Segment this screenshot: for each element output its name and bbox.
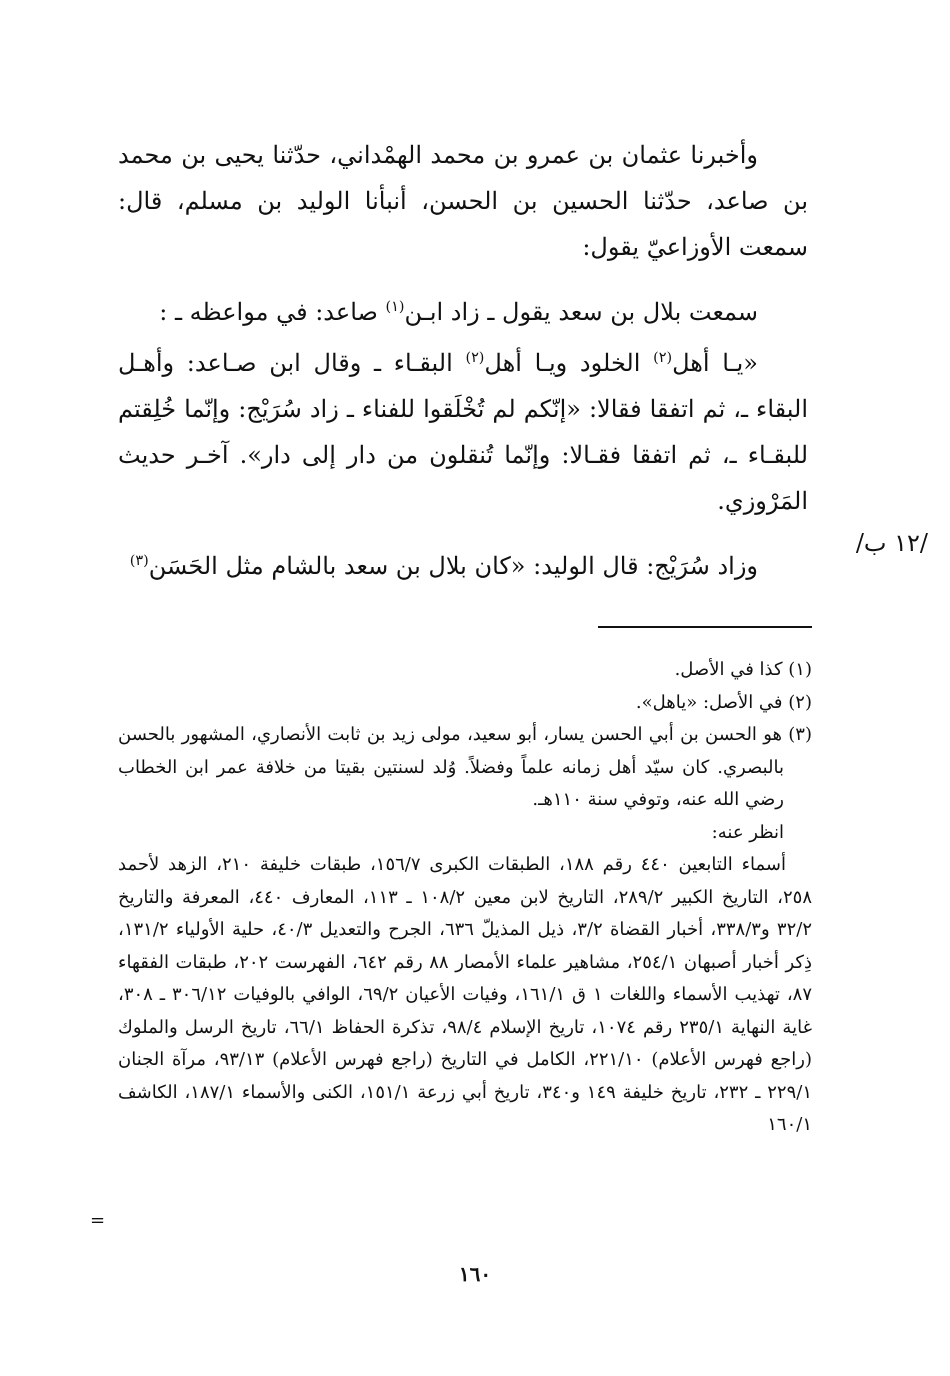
footnote-1: (١) كذا في الأصل. <box>674 659 812 680</box>
main-text <box>118 132 808 589</box>
paragraph-bilal: سمعت بلال بن سعد يقول ـ زاد ابـن$^{(١)}$ صاعد: في مواعظه ـ : <box>159 298 758 326</box>
manuscript-folio-marker: /١٢ ب/ <box>855 529 928 557</box>
paragraph-isnad: وأخبرنا عثمان بن عمرو بن محمد الهمْداني، حدّثنا يحيى بن محمد بن صاعد، حدّثنا الحسين بن الحسن، أنبأنا الوليد بن مسلم، قال: سمعت الأوزاعيّ يقول: <box>118 141 808 261</box>
footnote-3: (٣) هو الحسن بن أبي الحسن يسار، أبو سعيد، مولى زيد بن ثابت الأنصاري، المشهور بالحسن بالبصري. كان سيّد أهل زمانه علماً وفضلاً. وُلد لسنتين بقيتا من خلافة عمر ابن الخطاب رضي الله عنه، وتوفي سنة ١١٠هـ. <box>118 724 812 810</box>
footnote-ref-1: (١) <box>385 299 405 315</box>
page-number: ١٦٠ <box>458 1262 492 1286</box>
paragraph-suraij: وزاد سُرَيْج: قال الوليد: «كان بلال بن سعد بالشام مثل الحَسَن$^{(٣)}$ <box>129 552 758 580</box>
footnote-3-see-also: انظر عنه: <box>711 821 784 843</box>
footnote-separator <box>598 626 812 628</box>
footnotes <box>118 654 812 1142</box>
footnote-2: (٢) في الأصل: «ياهل». <box>635 691 812 713</box>
footnote-3-references: أسماء التابعين ٤٤٠ رقم ١٨٨، الطبقات الكبرى ١٥٦/٧، طبقات خليفة ٢١٠، الزهد لأحمد ٢٥٨، التاريخ الكبير ٢٨٩/٢، التاريخ لابن معين ١٠٨/٢ ـ ١١٣، المعارف ٤٤٠، المعرفة والتاريخ ٣٢/٢ و٣٣٨/٣، أخبار القضاة ٣/٢، ذيل المذيلّ ٦٣٦، الجرح والتعديل ٤٠/٣، حلية الأولياء ١٣١/٢، ذِكر أخبار أصبهان ٢٥٤/١، مشاهير علماء الأمصار ٨٨ رقم ٦٤٢، الفهرست ٢٠٢، طبقات الفقهاء ٨٧، تهذيب الأسماء واللغات ١ ق ١٦١/١، وفيات الأعيان ٦٩/٢، الوافي بالوفيات ٣٠٦/١٢ ـ ٣٠٨، غاية النهاية ٢٣٥/١ رقم ١٠٧٤، تاريخ الإسلام ٩٨/٤، تذكرة الحفاظ ٦٦/١، تاريخ الرسل والملوك (راجع فهرس الأعلام) ٢٢١/١٠، الكامل في التاريخ (راجع فهرس الأعلام) ٩٣/١٣، مرآة الجنان ٢٢٩/١ ـ ٢٣٢، تاريخ خليفة ١٤٩ و٣٤٠، تاريخ أبي زرعة ١٥١/١، الكنى والأسماء ١٨٧/١، الكاشف ١٦٠/١ <box>118 854 813 1135</box>
footnote-ref-3: (٣) <box>129 553 149 569</box>
paragraph-saying: «يـا أهل$^{(٢)}$ الخلود ويـا أهل$^{(٢)}$ البقـاء ـ وقال ابن صـاعد: وأهـل البقاء ـ، ثم اتفقا فقالا: «إنّكم لم تُخْلَقوا للفناء ـ زاد سُرَيْج: وإنّما خُلِقتم للبقـاء ـ، ثم اتفقا فقـالا: وإنّما تُنقلون من دار إلى دار». آخـر حديث المَرْوزي. <box>118 349 808 515</box>
footnote-ref-2b: (٢) <box>465 350 485 366</box>
footnote-ref-2a: (٢) <box>653 350 673 366</box>
continuation-mark: = <box>90 1210 106 1231</box>
